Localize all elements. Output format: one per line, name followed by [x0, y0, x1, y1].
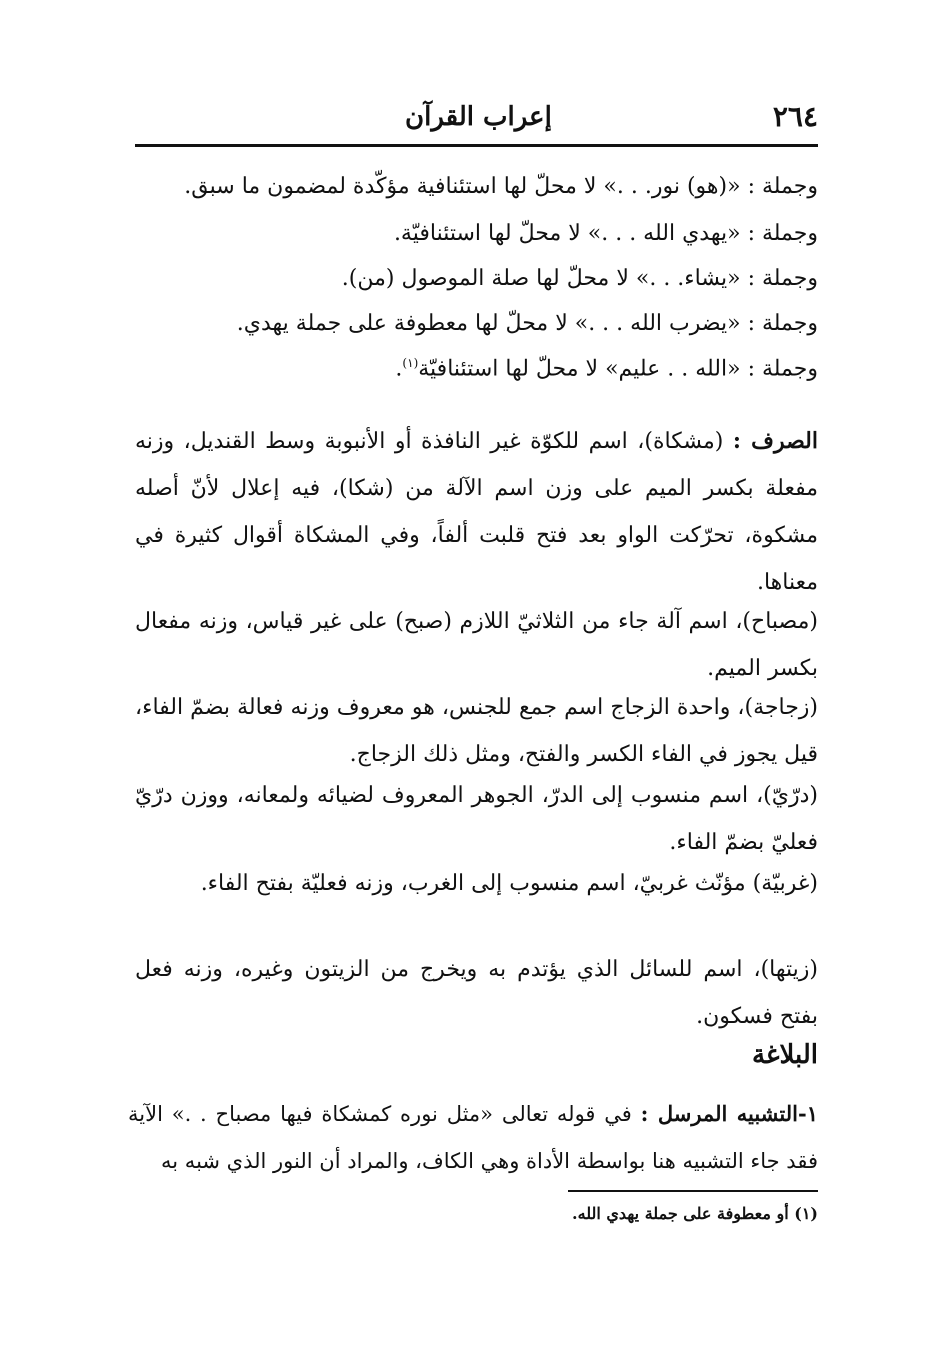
balagha-item-text: في قوله تعالى «مثل نوره كمشكاة فيها مصباح . .» الآية فقد جاء التشبيه هنا بواسطة الأداة وهي الكاف، والمراد أن النور الذي شبه به — [128, 1102, 818, 1173]
sarf-paragraph-gharbiyya — [135, 860, 818, 907]
book-title: إعراب القرآن — [405, 102, 552, 132]
footnote-divider — [568, 1190, 818, 1192]
irab-text: «يهدي الله . . .» لا محلّ لها استئنافيّة. — [393, 221, 741, 246]
page-number: ٢٦٤ — [772, 100, 818, 133]
sarf-paragraph-zujaja — [135, 684, 818, 778]
balagha-item-title: التشبيه المرسل : — [640, 1101, 798, 1126]
irab-label: وجملة : — [747, 311, 818, 336]
sarf-text-zujaja: (زجاجة)، واحدة الزجاج اسم جمع للجنس، هو معروف وزنه فعالة بضمّ الفاء، قيل يجوز في الفاء الكسر والفتح، ومثل ذلك الزجاج. — [135, 695, 818, 767]
irab-line-3 — [342, 266, 818, 291]
irab-label: وجملة : — [747, 356, 818, 382]
sarf-text-durri: (درّيّ)، اسم منسوب إلى الدرّ، الجوهر المعروف لضيائه ولمعانه، ووزن درّيّ فعليّ بضمّ الفاء. — [135, 783, 818, 855]
sarf-paragraph-zaytuha — [135, 946, 818, 1040]
irab-line-5 — [395, 356, 818, 381]
irab-label: وجملة : — [747, 174, 818, 199]
balagha-item-number: ١- — [797, 1101, 818, 1126]
sarf-paragraph-mishkat — [135, 418, 818, 606]
sarf-heading: الصرف : — [732, 428, 818, 454]
irab-text: «يضرب الله . . .» لا محلّ لها معطوفة على جملة يهدي. — [236, 311, 741, 336]
balagha-heading: البلاغة — [751, 1040, 818, 1070]
main-text — [128, 0, 818, 1357]
footnote: (١) أو معطوفة على جملة يهدي الله. — [572, 1204, 818, 1223]
balagha-item-1 — [128, 1090, 818, 1185]
irab-line-4 — [237, 311, 818, 336]
sarf-text-zaytuha: (زيتها)، اسم للسائل الذي يؤتدم به ويخرج من الزيتون وغيره، وزنه فعل بفتح فسكون. — [135, 957, 818, 1029]
irab-label: وجملة : — [747, 266, 818, 291]
irab-text: «(هو) نور. . .» لا محلّ لها استئنافية مؤكّدة لمضمون ما سبق. — [184, 174, 741, 199]
irab-end: . — [395, 356, 403, 382]
irab-line-2 — [394, 221, 818, 246]
irab-line-1 — [184, 174, 818, 199]
sarf-paragraph-misbah — [135, 598, 818, 692]
sarf-text-mishkat: (مشكاة)، اسم للكوّة غير النافذة أو الأنبوبة وسط القنديل، وزنه مفعلة بكسر الميم على وزن اسم الآلة من (شكا)، فيه إعلال لأنّ أصله مشكوة، تحرّكت الواو بعد فتح قلبت ألفاً، وفي المشكاة أقوال كثيرة في معناها. — [135, 429, 818, 595]
sarf-text-gharbiyya: (غربيّة) مؤنّث غربيّ، اسم منسوب إلى الغرب، وزنه فعليّة بفتح الفاء. — [200, 871, 818, 896]
sarf-paragraph-durri — [135, 772, 818, 866]
sarf-text-misbah: (مصباح)، اسم آلة جاء من الثلاثيّ اللازم (صبح) على غير قياس، وزنه مفعال بكسر الميم. — [135, 609, 818, 681]
irab-text: «يشاء. . .» لا محلّ لها صلة الموصول (من). — [341, 266, 741, 291]
irab-text: «الله . . عليم» لا محلّ لها استئنافيّة — [418, 356, 741, 382]
footnote-marker: (١) — [402, 356, 419, 370]
irab-label: وجملة : — [747, 221, 818, 246]
